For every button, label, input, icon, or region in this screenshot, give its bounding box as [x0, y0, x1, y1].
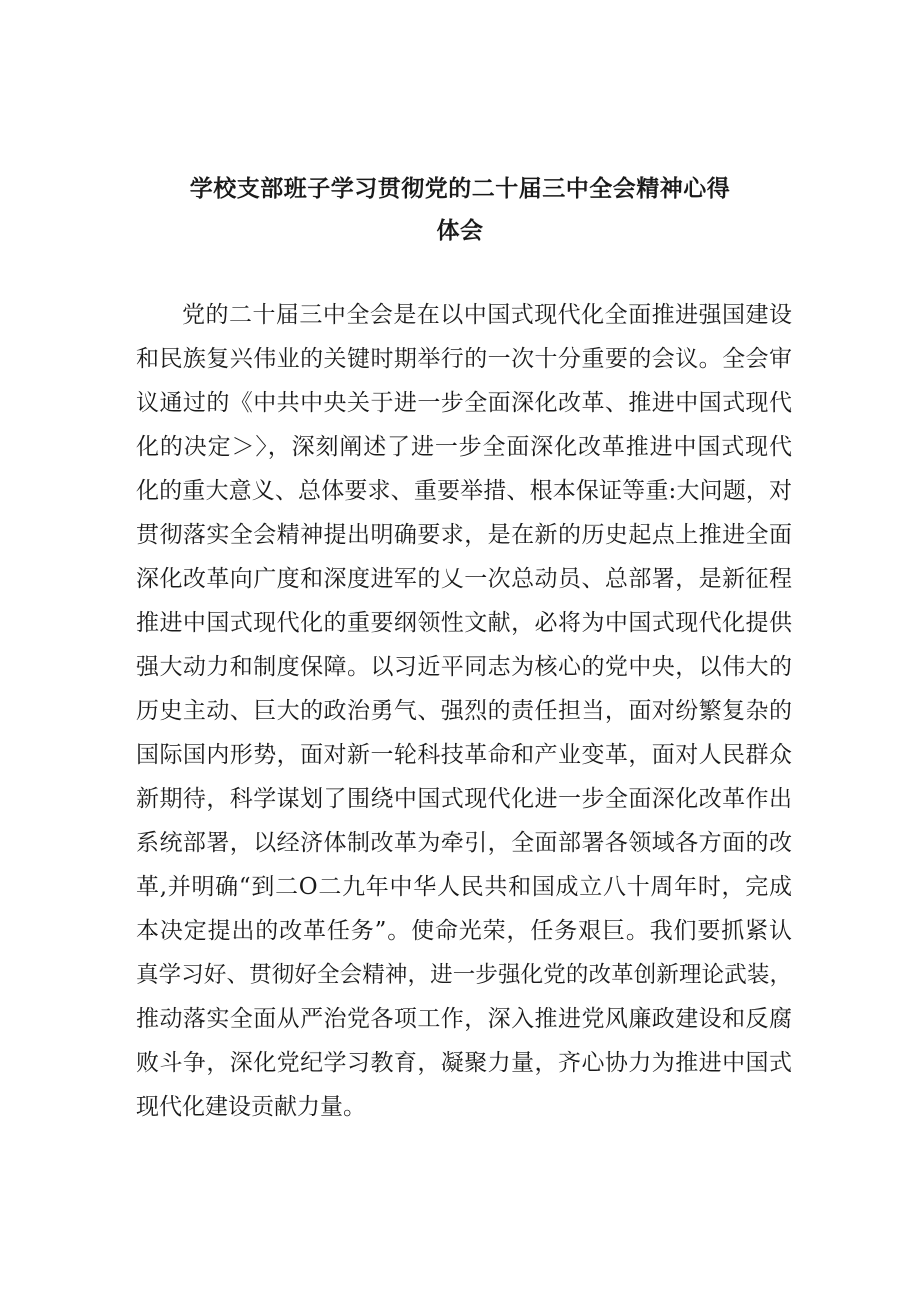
paragraph-line: 和民族复兴伟业的关键时期举行的一次十分重要的会议。全会审 — [136, 346, 792, 372]
paragraph-line: 现代化建设贡献力量。 — [136, 1094, 366, 1120]
paragraph-line: 议通过的《中共中央关于进一步全面深化改革、推进中国式现代 — [136, 390, 792, 416]
document-title-line-1: 学校支部班子学习贯彻党的二十届三中全会精神心得 — [189, 176, 731, 202]
paragraph-line: 化的重大意义、总体要求、重要举措、根本保证等重:大问题，对 — [136, 478, 792, 504]
paragraph-line: 真学习好、贯彻好全会精神，进一步强化党的改革创新理论武装， — [136, 962, 792, 988]
paragraph-line: 本决定提出的改革任务”。使命光荣，任务艰巨。我们要抓紧认 — [136, 918, 792, 944]
document-title-line-2: 体会 — [436, 218, 484, 244]
paragraph-line: 贯彻落实全会精神提出明确要求，是在新的历史起点上推进全面 — [136, 522, 792, 548]
paragraph-line: 化的决定＞〉，深刻阐述了进一步全面深化改革推进中国式现代 — [136, 434, 792, 460]
paragraph-line: 系统部署，以经济体制改革为牵引，全面部署各领域各方面的改 — [136, 830, 792, 856]
paragraph-line: 深化改革向广度和深度进军的乂一次总动员、总部署，是新征程 — [136, 566, 792, 592]
paragraph-line: 强大动力和制度保障。以习近平同志为核心的党中央，以伟大的 — [136, 654, 792, 680]
paragraph-line: 革,并明确“到二O二九年中华人民共和国成立八十周年时，完成 — [136, 874, 792, 900]
paragraph-line: 历史主动、巨大的政治勇气、强烈的责任担当，面对纷繁复杂的 — [136, 698, 792, 724]
paragraph-line: 党的二十届三中全会是在以中国式现代化全面推进强国建设 — [182, 302, 792, 328]
paragraph-line: 推动落实全面从严治党各项工作，深入推进党风廉政建设和反腐 — [136, 1006, 792, 1032]
paragraph-line: 推进中国式现代化的重要纲领性文献，必将为中国式现代化提供 — [136, 610, 792, 636]
paragraph-line: 新期待，科学谋划了围绕中国式现代化进一步全面深化改革作出 — [136, 786, 792, 812]
paragraph-line: 国际国内形势，面对新一轮科技革命和产业变革，面对人民群众 — [136, 742, 792, 768]
paragraph-line: 败斗争，深化党纪学习教育，凝聚力量，齐心协力为推进中国式 — [136, 1050, 792, 1076]
